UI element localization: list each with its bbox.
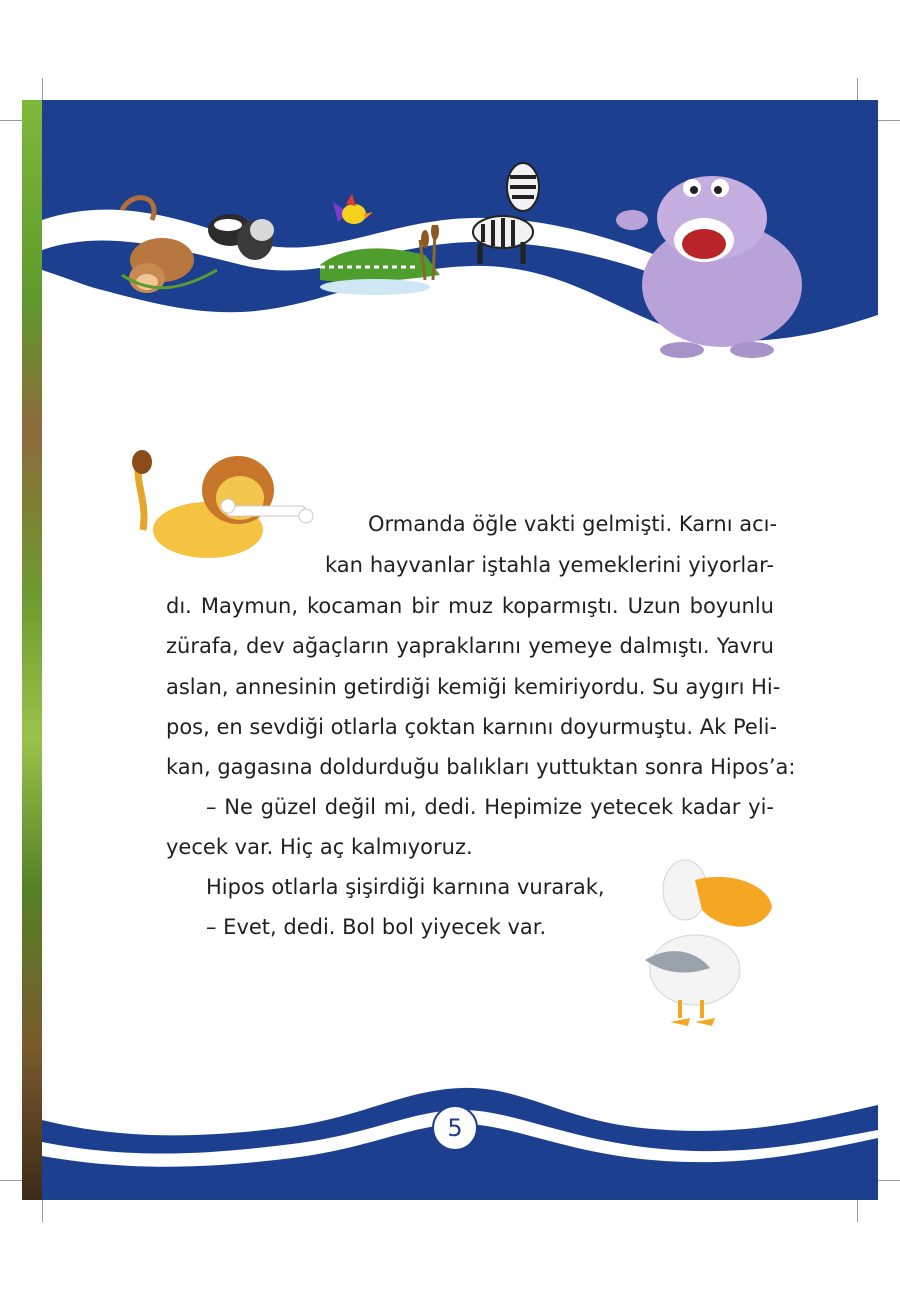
story-line: kan, gagasına doldurduğu balıkları yuttuktan sonra Hipos’a: bbox=[166, 755, 796, 779]
crop-mark bbox=[857, 1200, 858, 1222]
pelican-illustration bbox=[640, 850, 775, 1030]
story-line: aslan, annesinin getirdiği kemiği kemiriyordu. Su aygırı Hi- bbox=[166, 675, 781, 699]
story-line: kan hayvanlar iştahla yemeklerini yiyorlar- bbox=[325, 553, 774, 577]
crop-mark bbox=[0, 1180, 22, 1181]
crocodile-illustration bbox=[315, 225, 455, 305]
story-line: – Evet, dedi. Bol bol yiyecek var. bbox=[206, 915, 547, 939]
story-line: Ormanda öğle vakti gelmişti. Karnı acı- bbox=[368, 512, 778, 536]
story-line: Hipos otlarla şişirdiği karnına vurarak, bbox=[206, 875, 605, 899]
story-line: pos, en sevdiği otlarla çoktan karnını doyurmuştu. Ak Peli- bbox=[166, 715, 778, 739]
page-number: 5 bbox=[432, 1105, 478, 1151]
zebra-illustration bbox=[468, 152, 553, 267]
crop-mark bbox=[42, 78, 43, 100]
crop-mark bbox=[857, 78, 858, 100]
story-line: dı. Maymun, kocaman bir muz koparmıştı. Uzun boyunlu bbox=[166, 594, 774, 618]
hippo-illustration bbox=[612, 160, 812, 360]
story-line: zürafa, dev ağaçların yapraklarını yemeye dalmıştı. Yavru bbox=[166, 634, 774, 658]
crop-mark bbox=[878, 120, 900, 121]
skunk-illustration bbox=[200, 200, 290, 275]
lion-illustration bbox=[128, 450, 328, 568]
crop-mark bbox=[878, 1180, 900, 1181]
story-line: – Ne güzel değil mi, dedi. Hepimize yetecek kadar yi- bbox=[206, 795, 774, 819]
story-line: yecek var. Hiç aç kalmıyoruz. bbox=[166, 835, 473, 859]
jungle-border bbox=[22, 100, 42, 1200]
crop-mark bbox=[0, 120, 22, 121]
crop-mark bbox=[42, 1200, 43, 1222]
